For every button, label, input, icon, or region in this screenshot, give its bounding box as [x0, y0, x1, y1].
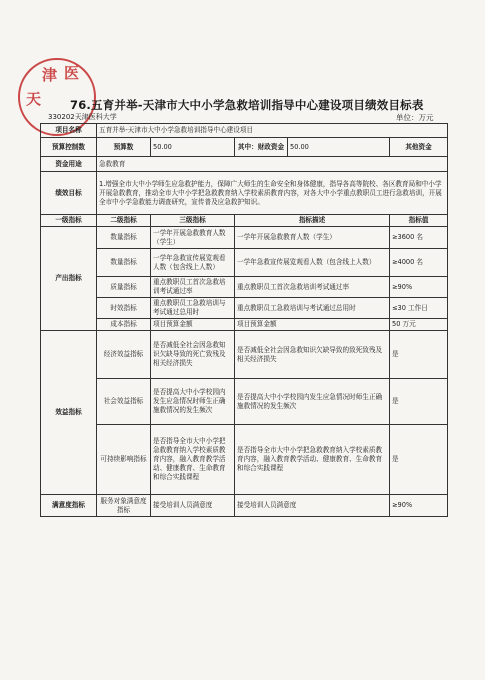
fund-usage-label: 资金用途: [41, 157, 97, 172]
level3-cell: 是否减低全社会因急救知识欠缺导致的死亡致残及相关经济损失: [151, 331, 235, 379]
level3-cell: 重点教职员工首次急救培训考试通过率: [151, 277, 235, 298]
value-cell: ≤30 工作日: [390, 298, 448, 319]
value-cell: 是: [390, 425, 448, 495]
description-cell: 一学年急救宣传展览观看人数（包含线上人数）: [235, 249, 390, 277]
document-title: 76.五育并举-天津市大中小学急救培训指导中心建设项目绩效目标表: [70, 98, 424, 112]
official-seal: 天 津 医: [18, 58, 96, 136]
value-cell: 50 万元: [390, 319, 448, 331]
description-cell: 重点教职员工急救培训与考试通过总用时: [235, 298, 390, 319]
level3-cell: 是否提高大中小学校园内发生应急情况时师生正确施救情况的发生频次: [151, 379, 235, 425]
value-cell: 是: [390, 331, 448, 379]
table-row: [41, 331, 448, 379]
value-cell: ≥90%: [390, 495, 448, 517]
total-budget-value: 50.00: [151, 138, 235, 157]
table-row: [41, 495, 448, 517]
level2-cell: 时效指标: [97, 298, 151, 319]
description-cell: 接受培训人员满意度: [235, 495, 390, 517]
header-description: 指标描述: [235, 215, 390, 227]
finance-fund-value: 50.00: [288, 138, 390, 157]
value-cell: ≥90%: [390, 277, 448, 298]
level3-cell: 是否指导全市大中小学把急救教育纳入学校素质教育内容，融入教育教学活动、健康教育、生命教育和综合实践课程: [151, 425, 235, 495]
satisfaction-indicator-label: 满意度指标: [41, 495, 97, 517]
performance-goal-value: 1.增强全市大中小学师生应急救护能力，保障广大师生的生命安全和身体健康，指导各高等院校、各区教育局和中小学开展急救教育，推动全市大中小学把急救教育纳入学校素质教育内容，对各大中小学重点教职员工进行急救培训，开展全市中小学急救能力调查研究，宣传普及应急救护知识。: [97, 172, 448, 215]
level2-cell: 质量指标: [97, 277, 151, 298]
header-level2: 二级指标: [97, 215, 151, 227]
project-name-value: 五育并举-天津市大中小学急救培训指导中心建设项目: [97, 124, 448, 138]
table-row: [41, 249, 448, 277]
fund-usage-value: 急救教育: [97, 157, 448, 172]
level2-cell: 成本指标: [97, 319, 151, 331]
header-level3: 三级指标: [151, 215, 235, 227]
performance-target-table: [40, 123, 448, 517]
project-name-label: 项目名称: [41, 124, 97, 138]
level2-cell: 社会效益指标: [97, 379, 151, 425]
table-row: [41, 379, 448, 425]
level3-cell: 一学年开展急救教育人数（学生）: [151, 227, 235, 249]
total-budget-label: 预算数: [97, 138, 151, 157]
level3-cell: 重点教职员工急救培训与考试通过总用时: [151, 298, 235, 319]
level2-cell: 经济效益指标: [97, 331, 151, 379]
header-value: 指标值: [390, 215, 448, 227]
description-cell: 是否减低全社会因急救知识欠缺导致的致死致残及相关经济损失: [235, 331, 390, 379]
finance-fund-label: 其中：财政资金: [235, 138, 288, 157]
level3-cell: 一学年急救宣传展览观看人数（包含线上人数）: [151, 249, 235, 277]
level2-cell: 可持续影响指标: [97, 425, 151, 495]
description-cell: 一学年开展急救教育人数（学生）: [235, 227, 390, 249]
currency-unit: 单位：万元: [396, 113, 434, 122]
effect-indicator-label: 效益指标: [41, 331, 97, 495]
value-cell: ≥4000 名: [390, 249, 448, 277]
output-indicator-label: 产出指标: [41, 227, 97, 331]
other-fund-label: 其他资金: [390, 138, 448, 157]
table-row: [41, 425, 448, 495]
performance-goal-label: 绩效目标: [41, 172, 97, 215]
table-row: [41, 298, 448, 319]
table-row: [41, 227, 448, 249]
level3-cell: 接受培训人员满意度: [151, 495, 235, 517]
description-cell: 项目预算金额: [235, 319, 390, 331]
value-cell: 是: [390, 379, 448, 425]
description-cell: 重点教职员工首次急救培训考试通过率: [235, 277, 390, 298]
description-cell: 是否指导全市大中小学把急救教育纳入学校素质教育内容，融入教育教学活动、健康教育、生命教育和综合实践课程: [235, 425, 390, 495]
header-level1: 一级指标: [41, 215, 97, 227]
table-row: [41, 277, 448, 298]
level2-cell: 数量指标: [97, 249, 151, 277]
level2-cell: 服务对象满意度指标: [97, 495, 151, 517]
table-row: [41, 319, 448, 331]
level3-cell: 项目预算金额: [151, 319, 235, 331]
department-code: 330202天津医科大学: [48, 113, 117, 121]
value-cell: ≥3600 名: [390, 227, 448, 249]
budget-label: 预算控制数: [41, 138, 97, 157]
description-cell: 是否提高大中小学校园内发生应急情况时师生正确施救情况的发生频次: [235, 379, 390, 425]
level2-cell: 数量指标: [97, 227, 151, 249]
